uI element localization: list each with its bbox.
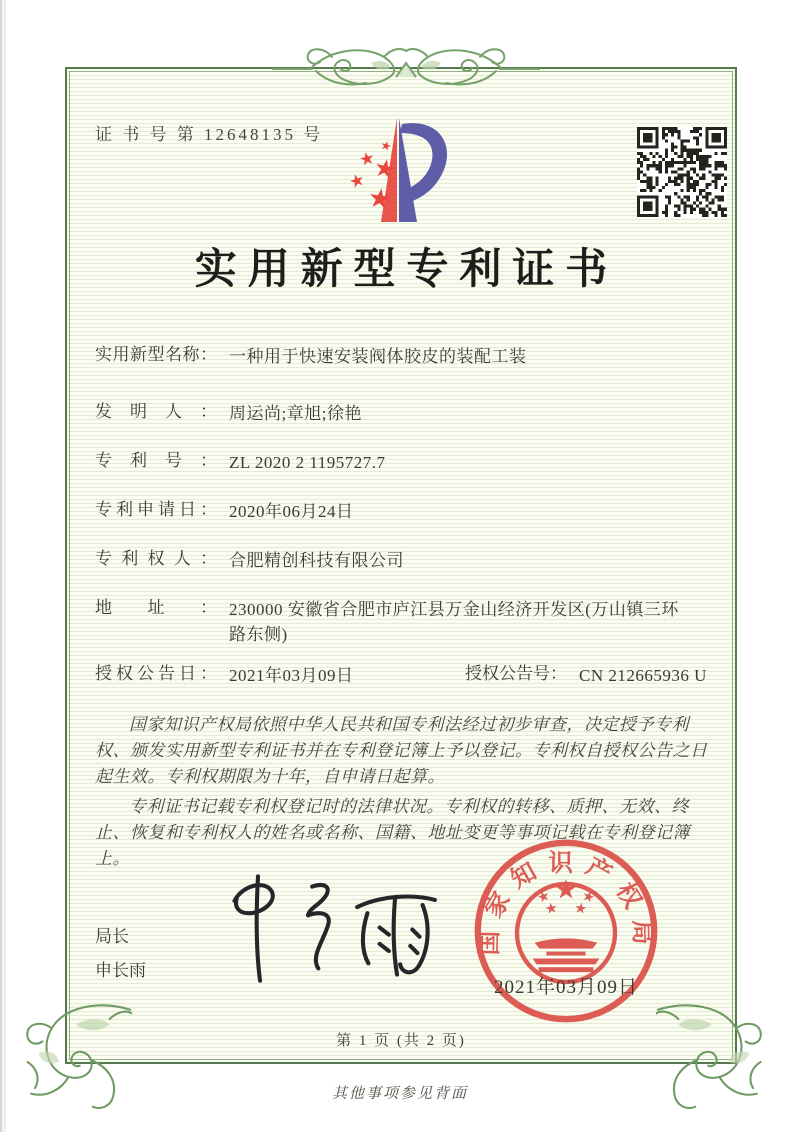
field-value: 合肥精创科技有限公司 [229, 551, 404, 570]
field-filing-date [95, 499, 720, 524]
field-label: 地址： [95, 598, 217, 617]
field-grant-row [95, 663, 720, 688]
field-label: 实用新型名称： [95, 345, 217, 364]
signature-block [95, 920, 146, 988]
grant-date-value: 2021年03月09日 [229, 666, 354, 685]
seal-ring-text: 国家知识产权局 [476, 849, 656, 956]
legal-paragraph-2: 专利证书记载专利权登记时的法律状况。专利权的转移、质押、无效、终止、恢复和专利权人的姓名或名称、国籍、地址变更等事项记载在专利登记簿上。 [95, 797, 690, 868]
field-label: 专利号： [95, 451, 217, 470]
director-title: 局长 [95, 927, 129, 946]
director-name: 申长雨 [95, 961, 146, 980]
field-label: 专利申请日： [95, 500, 217, 519]
field-patent-number [95, 450, 720, 475]
grant-date-label: 授权公告日： [95, 664, 217, 683]
field-address [95, 597, 720, 647]
field-utility-model-name [95, 344, 720, 369]
top-ornament [272, 36, 540, 100]
official-seal [468, 833, 664, 1029]
page-spine-shadow [0, 0, 7, 1132]
seal-date: 2021年03月09日 [493, 977, 638, 998]
grant-number-value: CN 212665936 U [579, 666, 707, 685]
cnipa-logo [336, 110, 468, 238]
page-number: 第 1 页 (共 2 页) [336, 1033, 466, 1049]
field-inventors [95, 401, 720, 426]
field-patentee [95, 548, 720, 573]
field-label: 专利权人： [95, 549, 217, 568]
qr-code [637, 127, 727, 217]
legal-paragraph-1: 国家知识产权局依照中华人民共和国专利法经过初步审查，决定授予专利权、颁发实用新型专利证书并在专利登记簿上予以登记。专利权自授权公告之日起生效。专利权期限为十年，自申请日起算。 [95, 715, 708, 786]
field-label: 发明人： [95, 402, 217, 421]
director-signature-script [212, 868, 442, 986]
national-emblem [517, 879, 615, 982]
grant-number-label: 授权公告号： [465, 664, 567, 683]
field-value: 2020年06月24日 [229, 502, 354, 521]
certificate-number: 证 书 号 第 12648135 号 [95, 125, 324, 144]
field-value: 一种用于快速安装阀体胶皮的装配工装 [229, 347, 527, 366]
field-value: 230000 安徽省合肥市庐江县万金山经济开发区(万山镇三环路东侧) [229, 600, 679, 644]
field-value: ZL 2020 2 1195727.7 [229, 453, 386, 472]
field-value: 周运尚;章旭;徐艳 [229, 404, 362, 423]
certificate-body [95, 344, 720, 876]
back-side-note: 其他事项参见背面 [331, 1086, 468, 1102]
certificate-title: 实用新型专利证书 [194, 247, 619, 293]
